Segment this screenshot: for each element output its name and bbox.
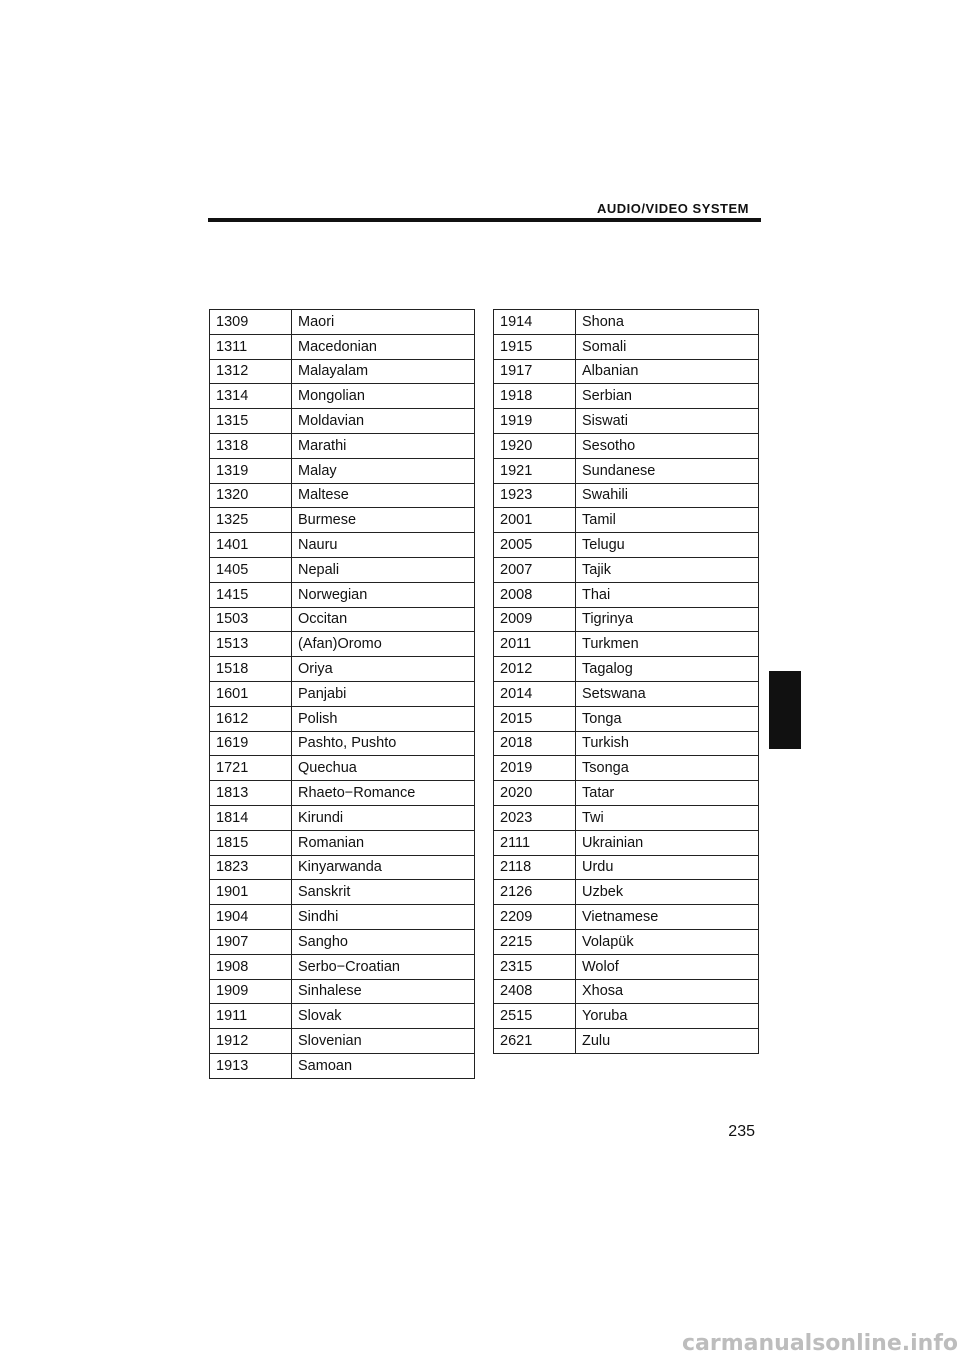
language-name-cell: Zulu bbox=[576, 1029, 759, 1054]
language-code-cell: 1915 bbox=[494, 334, 576, 359]
table-row bbox=[494, 830, 759, 855]
language-name-cell: Slovak bbox=[292, 1004, 475, 1029]
language-name-cell: Thai bbox=[576, 582, 759, 607]
table-row bbox=[210, 483, 475, 508]
language-code-cell: 1908 bbox=[210, 954, 292, 979]
language-name-cell: Occitan bbox=[292, 607, 475, 632]
table-row bbox=[210, 756, 475, 781]
table-row bbox=[494, 805, 759, 830]
language-code-cell: 1601 bbox=[210, 681, 292, 706]
language-code-cell: 2023 bbox=[494, 805, 576, 830]
language-code-cell: 1813 bbox=[210, 781, 292, 806]
table-row bbox=[494, 756, 759, 781]
language-code-cell: 2408 bbox=[494, 979, 576, 1004]
language-name-cell: Urdu bbox=[576, 855, 759, 880]
language-code-cell: 1619 bbox=[210, 731, 292, 756]
language-name-cell: Volapük bbox=[576, 929, 759, 954]
language-name-cell: Nepali bbox=[292, 557, 475, 582]
language-name-cell: Kirundi bbox=[292, 805, 475, 830]
language-name-cell: Maltese bbox=[292, 483, 475, 508]
language-name-cell: Norwegian bbox=[292, 582, 475, 607]
language-name-cell: Yoruba bbox=[576, 1004, 759, 1029]
language-name-cell: Macedonian bbox=[292, 334, 475, 359]
language-code-cell: 1815 bbox=[210, 830, 292, 855]
table-row bbox=[210, 632, 475, 657]
language-name-cell: Turkmen bbox=[576, 632, 759, 657]
language-code-cell: 1314 bbox=[210, 384, 292, 409]
language-name-cell: Turkish bbox=[576, 731, 759, 756]
language-name-cell: Tagalog bbox=[576, 657, 759, 682]
language-name-cell: Tigrinya bbox=[576, 607, 759, 632]
language-code-cell: 2111 bbox=[494, 830, 576, 855]
language-name-cell: Telugu bbox=[576, 533, 759, 558]
language-name-cell: Nauru bbox=[292, 533, 475, 558]
language-name-cell: Quechua bbox=[292, 756, 475, 781]
table-row bbox=[494, 781, 759, 806]
table-row bbox=[210, 433, 475, 458]
page-number: 235 bbox=[728, 1123, 755, 1140]
language-code-cell: 1309 bbox=[210, 310, 292, 335]
language-name-cell: Xhosa bbox=[576, 979, 759, 1004]
table-row bbox=[494, 384, 759, 409]
table-row bbox=[494, 607, 759, 632]
language-name-cell: Oriya bbox=[292, 657, 475, 682]
language-name-cell: Albanian bbox=[576, 359, 759, 384]
table-row bbox=[494, 681, 759, 706]
language-code-cell: 2118 bbox=[494, 855, 576, 880]
language-code-cell: 1513 bbox=[210, 632, 292, 657]
language-name-cell: Sundanese bbox=[576, 458, 759, 483]
language-code-cell: 1918 bbox=[494, 384, 576, 409]
table-row bbox=[210, 607, 475, 632]
language-name-cell: Polish bbox=[292, 706, 475, 731]
language-code-cell: 1920 bbox=[494, 433, 576, 458]
language-code-cell: 2008 bbox=[494, 582, 576, 607]
table-row bbox=[494, 929, 759, 954]
table-row bbox=[210, 533, 475, 558]
language-name-cell: Tonga bbox=[576, 706, 759, 731]
language-name-cell: Vietnamese bbox=[576, 905, 759, 930]
language-code-cell: 2209 bbox=[494, 905, 576, 930]
language-code-cell: 1909 bbox=[210, 979, 292, 1004]
table-row bbox=[494, 1004, 759, 1029]
language-code-cell: 1923 bbox=[494, 483, 576, 508]
language-name-cell: Sinhalese bbox=[292, 979, 475, 1004]
table-row bbox=[494, 880, 759, 905]
table-row bbox=[210, 706, 475, 731]
language-name-cell: Samoan bbox=[292, 1053, 475, 1078]
language-name-cell: (Afan)Oromo bbox=[292, 632, 475, 657]
table-row bbox=[210, 731, 475, 756]
language-name-cell: Tsonga bbox=[576, 756, 759, 781]
language-name-cell: Moldavian bbox=[292, 409, 475, 434]
table-row bbox=[210, 830, 475, 855]
table-row bbox=[210, 681, 475, 706]
table-row bbox=[210, 1053, 475, 1078]
language-code-cell: 1904 bbox=[210, 905, 292, 930]
language-code-cell: 1319 bbox=[210, 458, 292, 483]
language-code-cell: 2015 bbox=[494, 706, 576, 731]
table-row bbox=[210, 880, 475, 905]
table-row bbox=[494, 632, 759, 657]
table-row bbox=[494, 557, 759, 582]
language-code-cell: 2009 bbox=[494, 607, 576, 632]
language-name-cell: Burmese bbox=[292, 508, 475, 533]
language-code-cell: 2621 bbox=[494, 1029, 576, 1054]
language-name-cell: Setswana bbox=[576, 681, 759, 706]
language-code-cell: 1312 bbox=[210, 359, 292, 384]
table-row bbox=[210, 334, 475, 359]
language-code-cell: 1721 bbox=[210, 756, 292, 781]
language-code-cell: 2012 bbox=[494, 657, 576, 682]
language-code-cell: 1311 bbox=[210, 334, 292, 359]
language-name-cell: Tatar bbox=[576, 781, 759, 806]
table-row bbox=[210, 310, 475, 335]
table-row bbox=[210, 657, 475, 682]
table-row bbox=[210, 409, 475, 434]
table-row bbox=[494, 979, 759, 1004]
language-name-cell: Twi bbox=[576, 805, 759, 830]
table-row bbox=[494, 508, 759, 533]
language-code-cell: 1919 bbox=[494, 409, 576, 434]
table-row bbox=[210, 1029, 475, 1054]
table-row bbox=[210, 1004, 475, 1029]
table-row bbox=[494, 1029, 759, 1054]
language-code-cell: 1814 bbox=[210, 805, 292, 830]
table-row bbox=[210, 508, 475, 533]
table-row bbox=[210, 582, 475, 607]
table-row bbox=[494, 310, 759, 335]
language-name-cell: Malayalam bbox=[292, 359, 475, 384]
language-code-cell: 2005 bbox=[494, 533, 576, 558]
language-code-cell: 1612 bbox=[210, 706, 292, 731]
language-name-cell: Siswati bbox=[576, 409, 759, 434]
language-name-cell: Wolof bbox=[576, 954, 759, 979]
language-code-cell: 1518 bbox=[210, 657, 292, 682]
table-row bbox=[210, 954, 475, 979]
table-row bbox=[494, 582, 759, 607]
table-row bbox=[210, 458, 475, 483]
language-name-cell: Kinyarwanda bbox=[292, 855, 475, 880]
watermark: carmanualsonline.info bbox=[682, 1331, 958, 1356]
section-title: AUDIO/VIDEO SYSTEM bbox=[596, 201, 749, 216]
language-name-cell: Pashto, Pushto bbox=[292, 731, 475, 756]
language-code-cell: 1921 bbox=[494, 458, 576, 483]
header-rule bbox=[208, 218, 761, 222]
table-row bbox=[494, 483, 759, 508]
language-code-table-left bbox=[209, 309, 475, 1079]
language-name-cell: Sesotho bbox=[576, 433, 759, 458]
table-body-right bbox=[494, 310, 759, 1054]
language-name-cell: Shona bbox=[576, 310, 759, 335]
language-code-cell: 1914 bbox=[494, 310, 576, 335]
language-code-cell: 1823 bbox=[210, 855, 292, 880]
table-row bbox=[210, 905, 475, 930]
table-row bbox=[494, 905, 759, 930]
language-code-cell: 2019 bbox=[494, 756, 576, 781]
table-row bbox=[494, 409, 759, 434]
language-code-cell: 2515 bbox=[494, 1004, 576, 1029]
table-row bbox=[210, 979, 475, 1004]
language-name-cell: Serbian bbox=[576, 384, 759, 409]
table-row bbox=[494, 731, 759, 756]
language-code-cell: 2126 bbox=[494, 880, 576, 905]
language-code-cell: 1405 bbox=[210, 557, 292, 582]
language-code-cell: 1907 bbox=[210, 929, 292, 954]
language-code-cell: 2014 bbox=[494, 681, 576, 706]
language-name-cell: Somali bbox=[576, 334, 759, 359]
language-code-cell: 1917 bbox=[494, 359, 576, 384]
language-code-cell: 1325 bbox=[210, 508, 292, 533]
table-row bbox=[494, 706, 759, 731]
language-name-cell: Sindhi bbox=[292, 905, 475, 930]
language-code-cell: 2020 bbox=[494, 781, 576, 806]
language-name-cell: Serbo−Croatian bbox=[292, 954, 475, 979]
table-row bbox=[494, 855, 759, 880]
language-code-cell: 2215 bbox=[494, 929, 576, 954]
language-code-cell: 1315 bbox=[210, 409, 292, 434]
language-code-cell: 1401 bbox=[210, 533, 292, 558]
language-name-cell: Sanskrit bbox=[292, 880, 475, 905]
language-code-table-right bbox=[493, 309, 759, 1054]
language-code-cell: 1901 bbox=[210, 880, 292, 905]
language-code-cell: 2315 bbox=[494, 954, 576, 979]
table-row bbox=[210, 855, 475, 880]
table-body-left bbox=[210, 310, 475, 1079]
language-code-cell: 2007 bbox=[494, 557, 576, 582]
table-row bbox=[494, 458, 759, 483]
language-code-cell: 2001 bbox=[494, 508, 576, 533]
language-code-cell: 1912 bbox=[210, 1029, 292, 1054]
table-row bbox=[210, 929, 475, 954]
language-code-cell: 1415 bbox=[210, 582, 292, 607]
table-row bbox=[494, 334, 759, 359]
language-name-cell: Maori bbox=[292, 310, 475, 335]
language-name-cell: Tamil bbox=[576, 508, 759, 533]
language-code-cell: 1503 bbox=[210, 607, 292, 632]
language-name-cell: Sangho bbox=[292, 929, 475, 954]
language-code-cell: 2011 bbox=[494, 632, 576, 657]
language-name-cell: Romanian bbox=[292, 830, 475, 855]
language-name-cell: Panjabi bbox=[292, 681, 475, 706]
table-row bbox=[494, 657, 759, 682]
table-row bbox=[210, 557, 475, 582]
language-name-cell: Ukrainian bbox=[576, 830, 759, 855]
language-code-cell: 1320 bbox=[210, 483, 292, 508]
language-name-cell: Rhaeto−Romance bbox=[292, 781, 475, 806]
language-name-cell: Tajik bbox=[576, 557, 759, 582]
table-row bbox=[494, 954, 759, 979]
language-name-cell: Mongolian bbox=[292, 384, 475, 409]
language-name-cell: Swahili bbox=[576, 483, 759, 508]
table-row bbox=[494, 359, 759, 384]
table-row bbox=[210, 805, 475, 830]
section-tab bbox=[769, 671, 801, 749]
language-name-cell: Marathi bbox=[292, 433, 475, 458]
language-name-cell: Slovenian bbox=[292, 1029, 475, 1054]
table-row bbox=[210, 781, 475, 806]
language-code-cell: 1913 bbox=[210, 1053, 292, 1078]
table-row bbox=[210, 384, 475, 409]
table-row bbox=[494, 433, 759, 458]
table-row bbox=[494, 533, 759, 558]
language-code-cell: 2018 bbox=[494, 731, 576, 756]
language-code-cell: 1318 bbox=[210, 433, 292, 458]
language-name-cell: Malay bbox=[292, 458, 475, 483]
table-row bbox=[210, 359, 475, 384]
language-code-cell: 1911 bbox=[210, 1004, 292, 1029]
language-name-cell: Uzbek bbox=[576, 880, 759, 905]
